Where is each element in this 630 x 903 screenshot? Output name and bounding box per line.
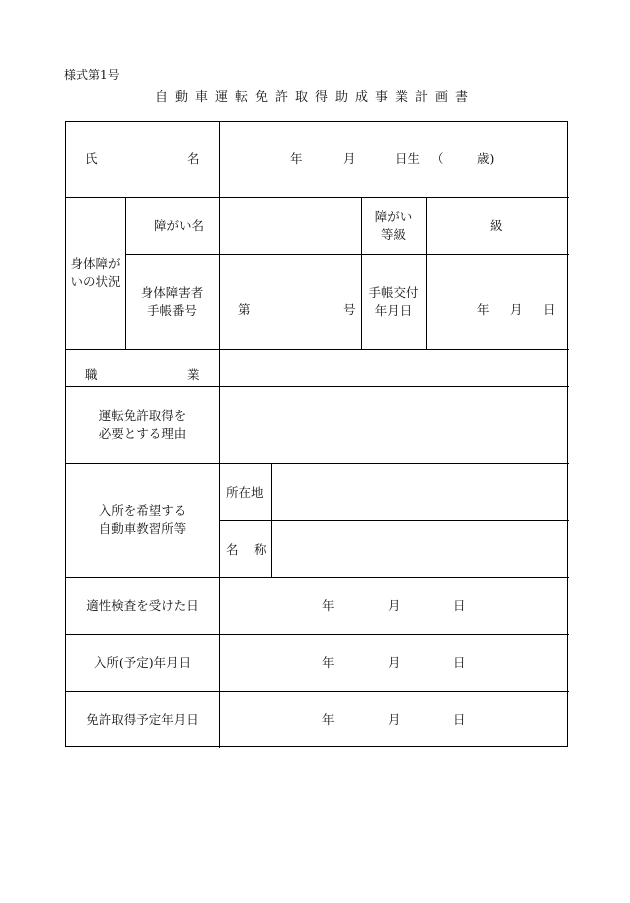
enrollment-date-label: 入所(予定)年月日 [93,655,192,670]
form-number: 様式第1号 [64,68,120,82]
column-divider [426,197,427,349]
birth-month-unit: 月 [343,151,356,166]
application-form-table [65,121,568,747]
license-day-unit: 日 [453,712,466,727]
row-divider [66,634,569,635]
page-title: 自動車運転免許取得助成事業計画書 [154,90,475,105]
aptitude-test-date-label: 適性検査を受けた日 [86,598,199,613]
birth-year-unit: 年 [290,151,303,166]
license-expected-date-label: 免許取得予定年月日 [86,712,199,727]
row-divider [66,577,569,578]
column-divider [125,197,126,349]
column-divider [219,463,220,577]
school-name-label-right: 称 [254,542,267,557]
row-divider [66,386,569,387]
column-divider [219,197,220,349]
row-divider [125,254,569,255]
aptitude-year-unit: 年 [322,598,335,613]
row-divider [66,691,569,692]
certificate-number-label: 身体障害者 手帳番号 [140,285,204,318]
name-label-left: 氏 [85,151,98,166]
enrollment-year-unit: 年 [322,655,335,670]
disability-status-label: 身体障が いの状況 [70,256,121,289]
school-name-label-left: 名 [226,542,239,557]
license-year-unit: 年 [322,712,335,727]
birth-day-unit: 日生 [395,151,421,166]
aptitude-day-unit: 日 [453,598,466,613]
occupation-label-left: 職 [85,367,98,382]
school-location-label: 所在地 [226,485,264,500]
license-reason-label: 運転免許取得を 必要とする理由 [98,408,187,441]
enrollment-day-unit: 日 [453,655,466,670]
occupation-label-right: 業 [187,367,200,382]
name-label-right: 名 [187,151,200,166]
row-divider [66,197,569,198]
issue-year-unit: 年 [477,302,490,317]
driving-school-label: 入所を希望する 自動車教習所等 [98,503,187,536]
age-unit: 歳) [477,151,495,166]
column-divider [219,349,220,386]
certificate-number-prefix: 第 [238,302,251,317]
column-divider [219,577,220,748]
disability-grade-label: 障がい 等級 [374,209,413,242]
certificate-number-suffix: 号 [343,302,356,317]
age-paren-open: （ [431,151,444,166]
disability-grade-unit: 級 [490,218,503,233]
aptitude-month-unit: 月 [388,598,401,613]
license-month-unit: 月 [388,712,401,727]
issue-day-unit: 日 [543,302,556,317]
certificate-issue-date-label: 手帳交付 年月日 [368,285,419,318]
column-divider [219,386,220,463]
disability-name-label: 障がい名 [154,218,205,233]
column-divider [219,122,220,197]
enrollment-month-unit: 月 [388,655,401,670]
issue-month-unit: 月 [510,302,523,317]
row-divider [66,463,569,464]
column-divider [271,463,272,577]
row-divider [66,349,569,350]
